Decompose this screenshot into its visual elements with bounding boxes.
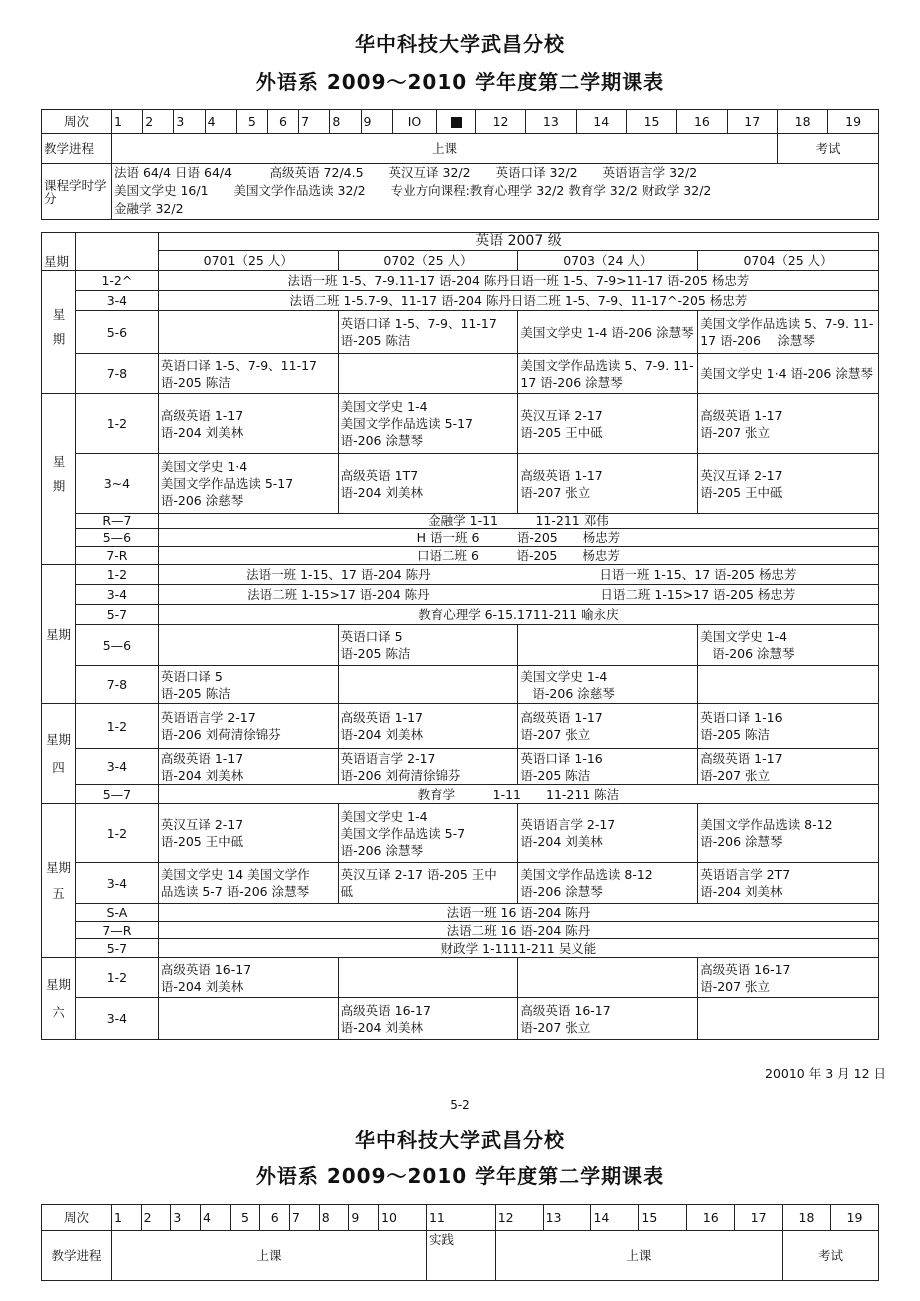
course-cell [698, 625, 879, 666]
course-cell [338, 749, 518, 785]
period: 1-2 [75, 958, 158, 998]
week-cell: 13 [526, 110, 576, 134]
course-line: 语-204 刘美林 [340, 1019, 423, 1035]
week-cell: 19 [830, 1205, 878, 1231]
course-cell [338, 666, 518, 704]
course-line: 语-206 涂慈琴 [160, 493, 244, 508]
course-line: 语-207 张立 [700, 767, 771, 783]
course-line: 高级英语 1-17 [700, 750, 783, 766]
week-cell: 12 [495, 1205, 543, 1231]
course-cell [158, 311, 338, 354]
week-cell: 9 [361, 110, 392, 134]
period: 3-4 [75, 585, 158, 605]
course-span: 法语二班 16 语-204 陈丹 [158, 922, 878, 939]
course-line: 美国文学作品选读 8-12 [520, 867, 653, 882]
day-label: 星期五 [42, 804, 76, 958]
print-date: 20010 年 3 月 12 日 [765, 1066, 886, 1081]
course-cell [698, 666, 879, 704]
day-header: 星期 [42, 233, 76, 271]
course-cell [338, 958, 518, 998]
course-cell [158, 958, 338, 998]
week-cell: 14 [591, 1205, 639, 1231]
course-line: 英语语言学 2T7 [700, 867, 791, 882]
course-line: 美国文学史 14 美国文学作 [160, 867, 310, 882]
period: 3-4 [75, 749, 158, 785]
class-header: 0701（25 人） [158, 251, 338, 271]
course-line: 美国文学史 1-4 [700, 629, 788, 644]
course-line: 语-205 陈洁 [520, 767, 591, 783]
course-line: 高级英语 16-17 [700, 961, 791, 977]
week-cell: 13 [543, 1205, 591, 1231]
progress-class: 上课 [112, 1231, 427, 1281]
course-line: 语-206 涂慧琴 [712, 646, 795, 661]
class-header: 0702（25 人） [338, 251, 518, 271]
course-line: 砥 [340, 884, 354, 899]
course-line: 语-205 陈洁 [160, 685, 231, 701]
course-line: 法语 64/4 日语 64/4 高级英语 72/4.5 英汉互译 32/2 英语口译 32/2 英语语言学 32/2 [114, 165, 698, 180]
course-line: 英语口译 5 [340, 629, 403, 644]
period: 5—7 [75, 785, 158, 804]
period: 5—6 [75, 529, 158, 547]
course-cell [518, 625, 698, 666]
period: 3~4 [75, 454, 158, 514]
course-cell [518, 666, 698, 704]
course-line: 英汉互译 2-17 [700, 467, 783, 483]
course-cell [698, 704, 879, 749]
course-span: 日语二班 1-15>17 语-205 杨忠芳 [518, 585, 879, 605]
course-line: 英语语言学 2-17 [160, 710, 256, 725]
course-line: 语-204 刘美林 [160, 767, 244, 783]
course-cell [698, 863, 879, 904]
week-cell: 17 [735, 1205, 783, 1231]
course-cell [698, 804, 879, 863]
week-cell: 3 [174, 110, 205, 134]
week-cell: 5 [236, 110, 267, 134]
course-cell [698, 958, 879, 998]
course-hours [112, 164, 879, 220]
progress-class: 上课 [495, 1231, 782, 1281]
course-line: 语-204 刘美林 [340, 484, 423, 500]
course-line: 高级英语 16-17 [340, 1002, 431, 1018]
course-line: 语-206 涂慧琴 [520, 884, 603, 899]
course-span: 教育学 1-11 11-211 陈洁 [158, 785, 878, 804]
course-cell [158, 749, 338, 785]
course-line: 语-205 王中砥 [520, 424, 603, 440]
course-line: 语-207 张立 [520, 1019, 591, 1035]
week-cell: 6 [267, 110, 298, 134]
course-line: 语-204 刘美林 [520, 834, 603, 849]
course-cell [338, 354, 518, 394]
course-cell [338, 704, 518, 749]
progress-label: 教学进程 [42, 1231, 112, 1281]
course-line: 美国文学作品选读 5-17 [160, 476, 294, 491]
course-cell [338, 394, 518, 454]
period: 1-2^ [75, 271, 158, 291]
course-line: 英汉互译 2-17 [160, 817, 244, 832]
course-line: 语-207 张立 [700, 978, 771, 994]
course-span: 金融学 1-11 11-211 邓伟 [158, 514, 878, 529]
period: 3-4 [75, 998, 158, 1040]
period: 1-2 [75, 394, 158, 454]
week-cell: 16 [677, 110, 727, 134]
course-line: 语-205 王中砥 [700, 484, 783, 500]
week-cell: 7 [290, 1205, 320, 1231]
week-cell: 11 [426, 1205, 495, 1231]
course-line: 英语语言学 2-17 [520, 817, 616, 832]
week-cell: 9 [349, 1205, 379, 1231]
course-line: 语-206 刘荷清徐锦芬 [160, 727, 281, 742]
week-cell: 8 [319, 1205, 349, 1231]
course-line: 英语口译 5 [160, 668, 223, 684]
period: 5-7 [75, 939, 158, 958]
course-line: 语-206 涂慧琴 [700, 834, 783, 849]
course-cell [338, 454, 518, 514]
period: 5-7 [75, 605, 158, 625]
course-line: 高级英语 16-17 [160, 961, 252, 977]
course-cell [518, 394, 698, 454]
week-cell: 19 [828, 110, 879, 134]
course-line: 语-206 刘荷清徐锦芬 [340, 767, 461, 783]
week-cell: 16 [687, 1205, 735, 1231]
course-cell [158, 625, 338, 666]
week-cell: 12 [475, 110, 525, 134]
course-cell: 美国文学作品选读 5、7-9. 11-17 语-206 涂慧琴 [698, 311, 879, 354]
course-span: 教育心理学 6-15.1711-211 喻永庆 [158, 605, 878, 625]
day-label: 星期 [42, 271, 76, 394]
course-line: 语-204 刘美林 [160, 978, 244, 994]
course-line: 高级英语 1-17 [520, 467, 603, 483]
course-line: 语-205 陈洁 [340, 646, 411, 661]
course-cell [518, 804, 698, 863]
progress-exam: 考试 [777, 134, 878, 164]
week-cell: 18 [777, 110, 827, 134]
period: S-A [75, 904, 158, 922]
course-line: 语-207 张立 [520, 484, 591, 500]
period: 1-2 [75, 804, 158, 863]
course-line: 高级英语 1-17 [340, 710, 423, 725]
course-cell [158, 394, 338, 454]
week-cell: 1 [112, 110, 143, 134]
course-span: 法语二班 1-15>17 语-204 陈丹 [158, 585, 518, 605]
course-cell [158, 454, 338, 514]
day-label: 星期六 [42, 958, 76, 1040]
period: 7-R [75, 547, 158, 565]
period: 5—6 [75, 625, 158, 666]
course-line: 语-204 刘美林 [340, 727, 423, 742]
week-cell: 5 [230, 1205, 260, 1231]
course-cell [698, 454, 879, 514]
course-cell [518, 704, 698, 749]
course-cell [338, 625, 518, 666]
week-cell: 1 [112, 1205, 142, 1231]
course-line: 美国文学作品选读 8-12 [700, 817, 833, 832]
course-line: 语-204 刘美林 [160, 424, 244, 440]
course-line: 高级英语 1-17 [700, 407, 783, 423]
course-span: 法语一班 16 语-204 陈丹 [158, 904, 878, 922]
period-header [75, 233, 158, 271]
week-label: 周次 [42, 110, 112, 134]
school-title: 华中科技大学武昌分校 [355, 32, 565, 56]
period: 5-6 [75, 311, 158, 354]
school-title-2: 华中科技大学武昌分校 [355, 1128, 565, 1152]
course-label: 课程学时学分 [42, 164, 112, 220]
course-cell [158, 666, 338, 704]
course-line: 美国文学史 1-4 [340, 808, 428, 824]
period: 7—R [75, 922, 158, 939]
course-line: 语-206 涂慧琴 [340, 433, 423, 448]
course-line: 美国文学史 16/1 美国文学作品选读 32/2 专业方向课程:教育心理学 32/2 教育学 32/2 财政学 32/2 [114, 183, 712, 198]
course-span: 法语一班 1-15、17 语-204 陈丹 [158, 565, 518, 585]
week-cell: IO [392, 110, 437, 134]
class-header: 0704（25 人） [698, 251, 879, 271]
progress-practice: 实践 [426, 1231, 495, 1281]
course-line: 语-207 张立 [520, 727, 591, 742]
week-header-table [41, 109, 879, 220]
course-cell: 英语口译 1-5、7-9、11-17 语-205 陈洁 [158, 354, 338, 394]
course-line: 高级英语 1-17 [520, 710, 603, 725]
course-line: 高级英语 1-17 [160, 750, 244, 766]
period: 3-4 [75, 863, 158, 904]
course-line: 高级英语 1T7 [340, 467, 419, 483]
course-cell: 美国文学史 1·4 语-206 涂慧琴 [698, 354, 879, 394]
course-line: 英语口译 1-16 [520, 750, 603, 766]
schedule-title-2: 外语系 2009～2010 学年度第二学期课表 [255, 1164, 665, 1188]
course-line: 语-207 张立 [700, 424, 771, 440]
course-line: 美国文学史 1-4 [340, 399, 428, 414]
week-cell: 15 [639, 1205, 687, 1231]
course-cell [518, 958, 698, 998]
progress-exam: 考试 [783, 1231, 879, 1281]
course-line: 高级英语 16-17 [520, 1002, 611, 1018]
course-line: 语-205 王中砥 [160, 834, 244, 849]
week-cell: 4 [201, 1205, 231, 1231]
course-line: 金融学 32/2 [114, 201, 184, 216]
course-line: 品选读 5-7 语-206 涂慧琴 [160, 884, 310, 899]
week-cell: 10 [379, 1205, 427, 1231]
day-label: 星期四 [42, 704, 76, 804]
course-span: 财政学 1-1111-211 吴义能 [158, 939, 878, 958]
day-label: 星期 [42, 394, 76, 565]
course-cell [698, 394, 879, 454]
schedule-table [41, 232, 879, 1040]
course-line: 美国文学作品选读 5-17 [340, 416, 473, 431]
course-cell: 美国文学作品选读 5、7-9. 11-17 语-206 涂慧琴 [518, 354, 698, 394]
course-span: 日语一班 1-15、17 语-205 杨忠芳 [518, 565, 879, 585]
period: 7-8 [75, 666, 158, 704]
course-line: 英汉互译 2-17 [520, 407, 603, 423]
course-line: 英汉互译 2-17 语-205 王中 [340, 867, 497, 882]
week-label: 周次 [42, 1205, 112, 1231]
day-label: 星期 [42, 565, 76, 704]
period: 3-4 [75, 291, 158, 311]
schedule-title: 外语系 2009～2010 学年度第二学期课表 [255, 70, 665, 94]
week-cell-marker [437, 110, 476, 134]
course-cell [158, 863, 338, 904]
period: 1-2 [75, 565, 158, 585]
course-cell [158, 804, 338, 863]
course-cell [518, 749, 698, 785]
class-header: 0703（24 人） [518, 251, 698, 271]
course-line: 语-206 涂慧琴 [340, 842, 423, 858]
course-line: 英语口译 1-16 [700, 710, 783, 725]
course-cell [518, 863, 698, 904]
period: 1-2 [75, 704, 158, 749]
week-cell: 3 [171, 1205, 201, 1231]
course-cell: 美国文学史 1-4 语-206 涂慧琴 [518, 311, 698, 354]
course-line: 美国文学史 1-4 [520, 668, 608, 684]
course-span: 口语二班 6 语-205 杨忠芳 [158, 547, 878, 565]
course-span: 法语二班 1-5.7-9、11-17 语-204 陈丹日语二班 1-5、7-9、11-17^-205 杨忠芳 [158, 291, 878, 311]
week-cell: 2 [141, 1205, 171, 1231]
course-cell [698, 749, 879, 785]
course-line: 语-206 涂慈琴 [532, 685, 615, 701]
week-cell: 18 [783, 1205, 831, 1231]
progress-label: 教学进程 [42, 134, 112, 164]
course-line: 语-204 刘美林 [700, 884, 783, 899]
week-cell: 8 [330, 110, 361, 134]
course-cell [338, 804, 518, 863]
week-cell: 17 [727, 110, 777, 134]
course-cell: 英语口译 1-5、7-9、11-17 语-205 陈洁 [338, 311, 518, 354]
week-cell: 14 [576, 110, 626, 134]
course-cell [158, 998, 338, 1040]
course-cell [698, 998, 879, 1040]
week-header-table-2 [41, 1204, 879, 1281]
grade-header: 英语 2007 级 [158, 233, 878, 251]
week-cell: 2 [143, 110, 174, 134]
week-cell: 4 [205, 110, 236, 134]
period: 7-8 [75, 354, 158, 394]
week-cell: 6 [260, 1205, 290, 1231]
course-line: 语-205 陈洁 [700, 727, 771, 742]
course-line: 高级英语 1-17 [160, 407, 244, 423]
course-line: 美国文学史 1·4 [160, 459, 248, 474]
week-cell: 7 [299, 110, 330, 134]
course-line: 英语语言学 2-17 [340, 750, 436, 766]
course-cell [518, 998, 698, 1040]
week-cell: 15 [626, 110, 676, 134]
course-span: H 语一班 6 语-205 杨忠芳 [158, 529, 878, 547]
course-span: 法语一班 1-5、7-9.11-17 语-204 陈丹日语一班 1-5、7-9>11-17 语-205 杨忠芳 [158, 271, 878, 291]
course-cell [338, 863, 518, 904]
progress-class: 上课 [112, 134, 778, 164]
course-cell [338, 998, 518, 1040]
black-square-icon [451, 117, 462, 128]
course-cell [158, 704, 338, 749]
course-cell [518, 454, 698, 514]
page-number: 5-2 [450, 1098, 470, 1112]
period: R—7 [75, 514, 158, 529]
course-line: 美国文学作品选读 5-7 [340, 825, 466, 841]
